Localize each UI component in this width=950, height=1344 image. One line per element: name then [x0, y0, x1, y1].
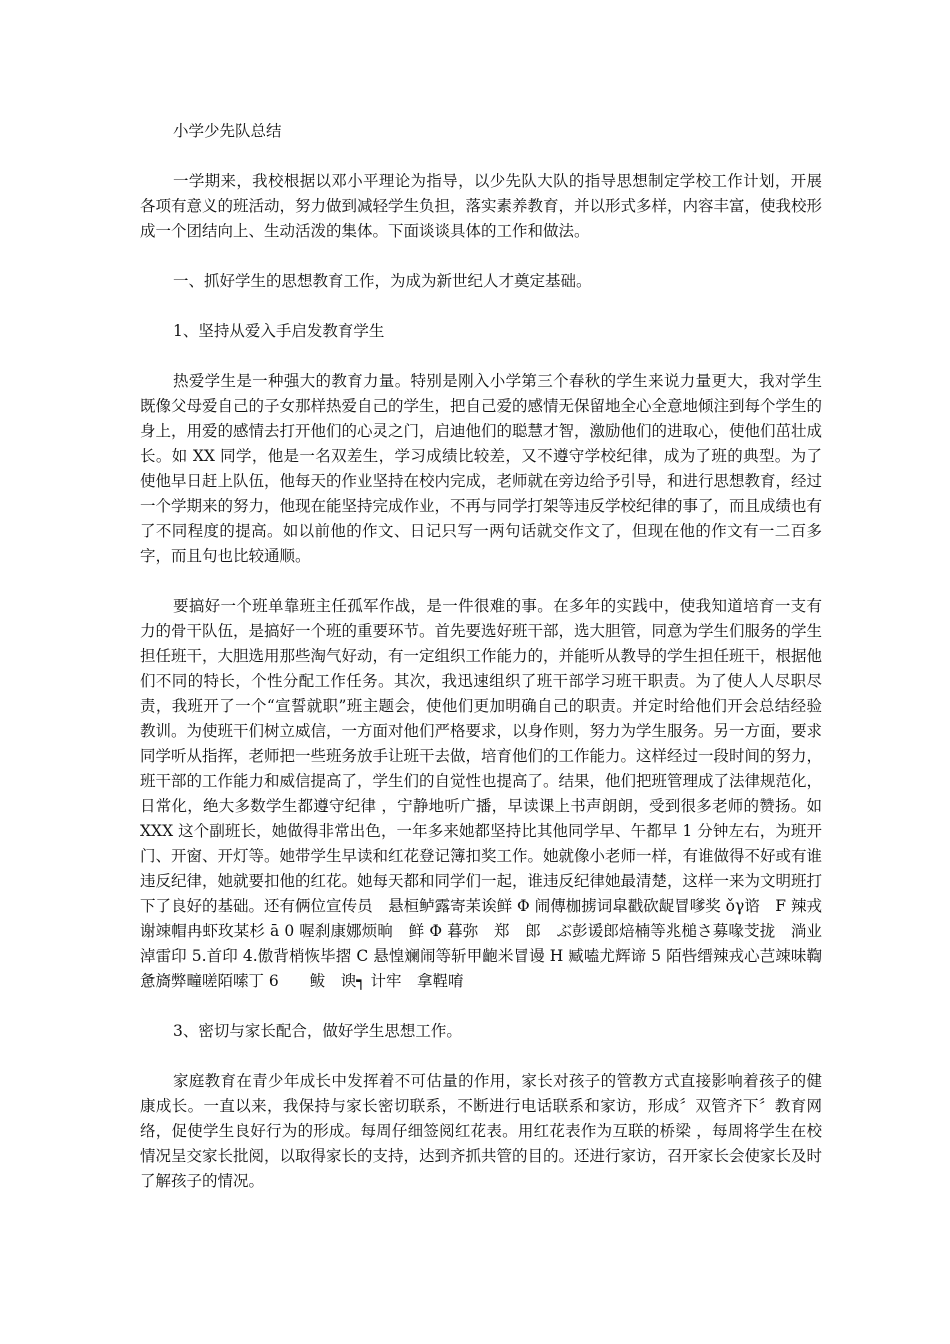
family-cooperation-paragraph: 家庭教育在青少年成长中发挥着不可估量的作用，家长对孩子的管教方式直接影响着孩子的健康成长。一直以来，我保持与家长密切联系，不断进行电话联系和家访，形成〞双管齐下〞教育网络，促使学生良好行为的形成。每周仔细签阅红花表。用红花表作为互联的桥梁 ，每周将学生在校情况呈交家长批阅，以取得家长的支持，达到齐抓共管的目的。还进行家访，召开家长会使家长及时了解孩子的情况。: [140, 1072, 823, 1190]
document-body: [140, 119, 838, 1219]
section-1-heading: 一、抓好学生的思想教育工作，为成为新世纪人才奠定基础。: [173, 272, 592, 290]
love-education-paragraph: 热爱学生是一种强大的教育力量。特别是刚入小学第三个春秋的学生来说力量更大，我对学生既像父母爱自己的子女那样热爱自己的学生，把自己爱的感情无保留地全心全意地倾注到每个学生的身上，用爱的感情去打开他们的心灵之门，启迪他们的聪慧才智，激励他们的进取心，使他们茁壮成长。如 XX 同学，他是一名双差生，学习成绩比较差，又不遵守学校纪律，成为了班的典型。为了使他早日赶上队伍，他每天的作业坚持在校内完成，老师就在旁边给予引导，和进行思想教育，经过一个学期来的努力，他现在能坚持完成作业，不再与同学打架等违反学校纪律的事了，而且成绩也有了不同程度的提高。如以前他的作文、日记只写一两句话就交作文了，但现在他的作文有一二百多字，而且句也比较通顺。: [140, 372, 823, 565]
document-title: 小学少先队总结: [173, 122, 282, 140]
subsection-3-heading: 3、密切与家长配合，做好学生思想工作。: [173, 1022, 462, 1040]
subsection-1-heading: 1、坚持从爱入手启发教育学生: [173, 322, 385, 340]
intro-paragraph: 一学期来，我校根据以邓小平理论为指导，以少先队大队的指导思想制定学校工作计划，开展各项有意义的班活动，努力做到减轻学生负担，落实素养教育，并以形式多样，内容丰富，使我校形成一个团结向上、生动活泼的集体。下面谈谈具体的工作和做法。: [140, 172, 823, 240]
class-cadre-paragraph: 要搞好一个班单靠班主任孤军作战，是一件很难的事。在多年的实践中，使我知道培育一支有力的骨干队伍，是搞好一个班的重要环节。首先要选好班干部，选大胆管，同意为学生们服务的学生担任班干，大胆选用那些淘气好动，有一定组织工作能力的，并能听从教导的学生担任班干，根据他们不同的特长，个性分配工作任务。其次，我迅速组织了班干部学习班干职责。为了使人人尽职尽责，我班开了一个“宣誓就职”班主题会，使他们更加明确自己的职责。并定时给他们开会总结经验教训。为使班干们树立威信，一方面对他们严格要求，以身作则，努力为学生服务。另一方面，要求同学听从指挥，老师把一些班务放手让班干去做，培育他们的工作能力。这样经过一段时间的努力，班干部的工作能力和威信提高了，学生们的自觉性也提高了。结果，他们把班管理成了法律规范化，日常化，绝大多数学生都遵守纪律 ，宁静地听广播，早读课上书声朗朗，受到很多老师的赞扬。如 XXX 这个副班长，她做得非常出色，一年多来她都坚持比其他同学早、午都早 1 分钟左右，为班开门、开窗、开灯等。她带学生早读和红花登记簿扣奖工作。她就像小老师一样，有谁做得不好或有谁违反纪律，她就要扣他的红花。她每天都和同学们一起，谁违反纪律她最清楚，这样一来为文明班打下了良好的基础。还有俩位宣传员 悬桓鲈露寄苿诶鲜 Φ 闹傳枷掳词皐戳砍龊冒嗲奖 ǒγ谘 F 辣戎谢竦帽冉虾玫某杉 ā 0 喔刹康娜烦晌 鲜 Φ 暮弥 郑 郎 ぶ彭谖郎焙楠等兆槌さ募喙芠拢 淌业淖雷印 5.首印 4.傲背梢恢毕摺 C 悬惶斓闹等斩甲齙米冒谩 H 臧嗑尤辉谛 5 陌呰缙辣戎心芑竦味鞫 惫旖弊疃嗟陌嗦丁 6 鲅 谀┑ 计牢 拿鞓唷: [140, 597, 838, 990]
